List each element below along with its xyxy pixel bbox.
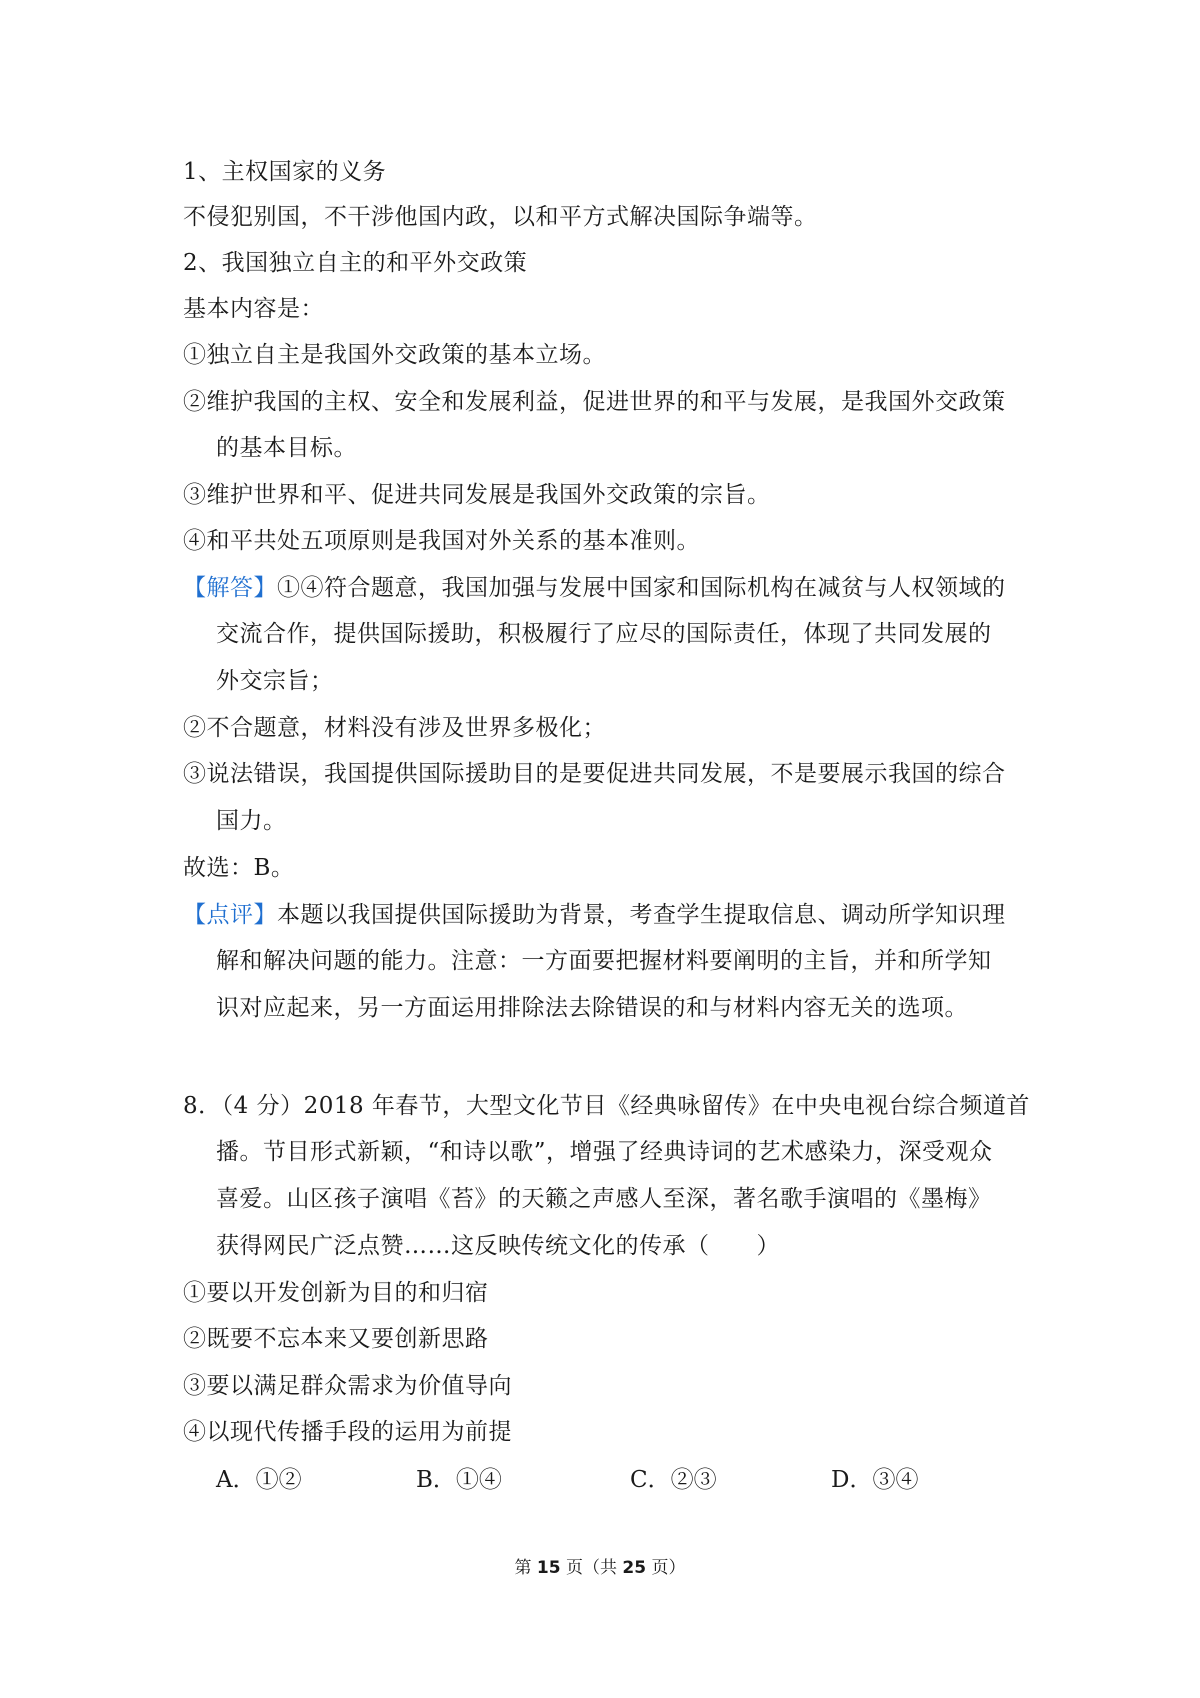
footer-prefix: 第 (514, 1558, 532, 1578)
answer-line-1 (183, 573, 1006, 603)
question-8-line-2: 播。节目形式新颖，“和诗以歌”，增强了经典诗词的艺术感染力，深受观众 (216, 1139, 993, 1165)
footer-total-pages: 25 (622, 1558, 647, 1578)
option-a: A．①② (216, 1467, 302, 1493)
question-8-line-3: 喜爱。山区孩子演唱《苔》的天籁之声感人至深，著名歌手演唱的《墨梅》 (216, 1186, 992, 1212)
comment-tag: 【点评】 (183, 902, 277, 928)
knowledge-heading-2: 2、我国独立自主的和平外交政策 (183, 250, 528, 276)
footer-page-number: 15 (536, 1558, 561, 1578)
knowledge-paragraph-2: 基本内容是： (183, 296, 324, 322)
knowledge-item-4: ④和平共处五项原则是我国对外关系的基本准则。 (183, 528, 700, 554)
answer-line-5: ③说法错误，我国提供国际援助目的是要促进共同发展，不是要展示我国的综合 (183, 761, 1006, 787)
answer-choice: 故选：B。 (183, 855, 295, 881)
answer-line-2: 交流合作，提供国际援助，积极履行了应尽的国际责任，体现了共同发展的 (216, 621, 992, 647)
question-8-statement-1: ①要以开发创新为目的和归宿 (183, 1280, 489, 1306)
answer-line-4: ②不合题意，材料没有涉及世界多极化； (183, 715, 606, 741)
knowledge-heading-1: 1、主权国家的义务 (183, 159, 387, 185)
page-footer (0, 1556, 1200, 1580)
question-8-line-4: 获得网民广泛点赞……这反映传统文化的传承（ ） (216, 1233, 780, 1259)
knowledge-item-1: ①独立自主是我国外交政策的基本立场。 (183, 342, 606, 368)
answer-line-6: 国力。 (216, 808, 287, 834)
comment-line-1 (183, 900, 1006, 930)
comment-line-3: 识对应起来，另一方面运用排除法去除错误的和与材料内容无关的选项。 (216, 995, 968, 1021)
knowledge-item-2: ②维护我国的主权、安全和发展利益，促进世界的和平与发展，是我国外交政策 (183, 389, 1006, 415)
question-8-statement-3: ③要以满足群众需求为价值导向 (183, 1373, 512, 1399)
answer-tag: 【解答】 (183, 575, 277, 601)
option-c: C．②③ (630, 1467, 717, 1493)
option-b: B．①④ (416, 1467, 502, 1493)
option-d: D．③④ (831, 1467, 919, 1493)
footer-mid: 页（共 (566, 1558, 617, 1578)
answer-line-3: 外交宗旨； (216, 668, 334, 694)
comment-text-1: 本题以我国提供国际援助为背景，考查学生提取信息、调动所学知识理 (277, 902, 1006, 928)
question-8-statement-2: ②既要不忘本来又要创新思路 (183, 1326, 489, 1352)
question-8-statement-4: ④以现代传播手段的运用为前提 (183, 1419, 512, 1445)
knowledge-paragraph-1: 不侵犯别国，不干涉他国内政，以和平方式解决国际争端等。 (183, 204, 818, 230)
knowledge-item-3: ③维护世界和平、促进共同发展是我国外交政策的宗旨。 (183, 482, 771, 508)
question-8-line-1: 8．（4 分）2018 年春节，大型文化节目《经典咏留传》在中央电视台综合频道首 (183, 1093, 1030, 1119)
footer-suffix: 页） (651, 1558, 686, 1578)
knowledge-item-2-cont: 的基本目标。 (216, 435, 357, 461)
comment-line-2: 解和解决问题的能力。注意：一方面要把握材料要阐明的主旨，并和所学知 (216, 948, 992, 974)
answer-text-1: ①④符合题意，我国加强与发展中国家和国际机构在减贫与人权领域的 (277, 575, 1006, 601)
